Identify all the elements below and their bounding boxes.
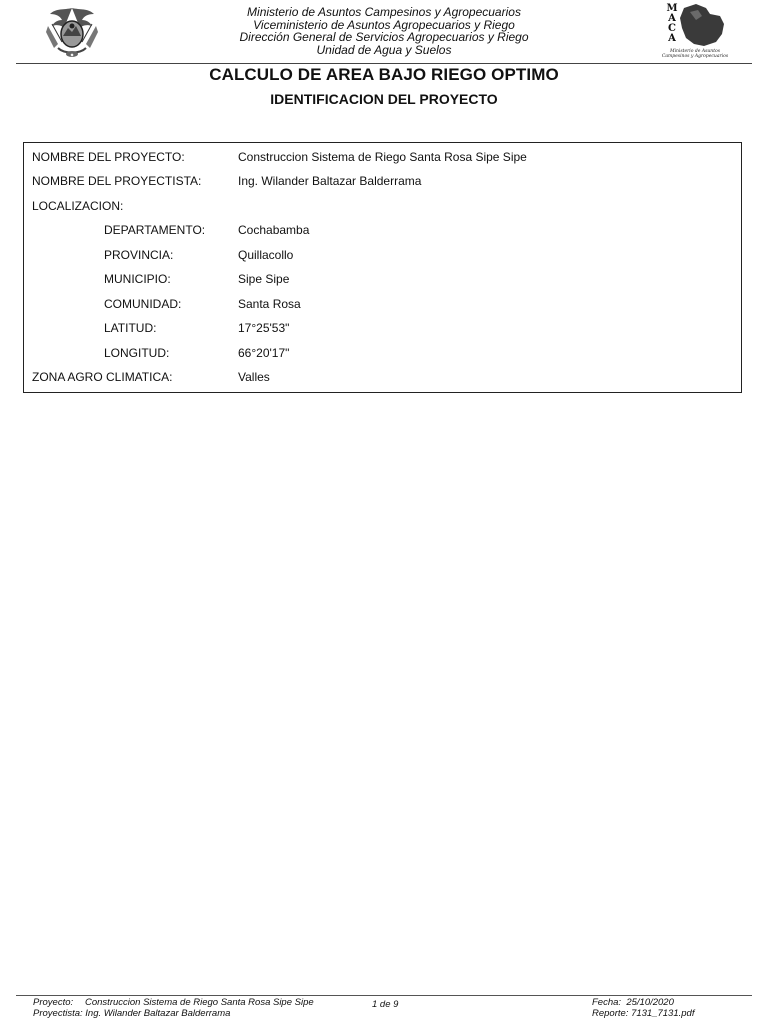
footer-reporte-label: Reporte: [592, 1008, 629, 1019]
field-value: Valles [238, 370, 270, 384]
row-localizacion [24, 197, 741, 215]
ministry-header-text [150, 6, 618, 56]
field-value: Quillacollo [238, 248, 294, 262]
footer-proyectista-value: Ing. Wilander Baltazar Balderrama [85, 1008, 231, 1019]
field-value: Santa Rosa [238, 297, 301, 311]
row-zona-agro-climatica [24, 368, 741, 386]
field-label: PROVINCIA: [104, 248, 174, 262]
svg-text:◆: ◆ [70, 52, 74, 57]
footer-page-number: 1 de 9 [372, 999, 399, 1010]
footer-proyecto-line [33, 997, 314, 1008]
field-value: Construccion Sistema de Riego Santa Rosa Sipe Sipe [238, 150, 527, 164]
viceministry-line: Viceministerio de Asuntos Agropecuarios y Riego [253, 17, 515, 32]
row-municipio [24, 270, 741, 288]
footer-proyecto-label: Proyecto: [33, 997, 74, 1008]
row-comunidad [24, 295, 741, 313]
field-label: NOMBRE DEL PROYECTISTA: [32, 174, 202, 188]
field-label: COMUNIDAD: [104, 297, 182, 311]
field-value: Cochabamba [238, 223, 310, 237]
page-subtitle: IDENTIFICACION DEL PROYECTO [270, 91, 498, 107]
maca-caption [660, 49, 730, 59]
maca-logo [660, 2, 730, 62]
bolivia-coat-of-arms-icon [44, 4, 100, 60]
row-provincia [24, 246, 741, 264]
maca-letter: A [668, 33, 676, 44]
direction-line: Dirección General de Servicios Agropecuarios y Riego [239, 30, 529, 44]
field-label: LONGITUD: [104, 346, 170, 360]
field-label: LATITUD: [104, 321, 157, 335]
field-value: 66°20'17" [238, 346, 290, 360]
field-label: DEPARTAMENTO: [104, 223, 206, 237]
field-label: LOCALIZACION: [32, 199, 124, 213]
row-longitud [24, 344, 741, 362]
footer-proyectista-line [33, 1008, 314, 1019]
page-title: CALCULO DE AREA BAJO RIEGO OPTIMO [209, 65, 559, 84]
footer-proyecto-value: Construccion Sistema de Riego Santa Rosa Sipe Sipe [85, 997, 314, 1008]
coat-of-arms-logo [44, 4, 100, 60]
row-departamento [24, 221, 741, 239]
row-nombre-proyecto [24, 148, 741, 166]
field-label: MUNICIPIO: [104, 272, 171, 286]
maca-letter: C [668, 23, 676, 34]
project-identification-box [23, 142, 742, 393]
footer-project-info [33, 997, 314, 1019]
footer-report-info [592, 997, 694, 1019]
footer-fecha-line [592, 997, 694, 1008]
footer-fecha-value: 25/10/2020 [626, 997, 674, 1008]
field-label: NOMBRE DEL PROYECTO: [32, 150, 185, 164]
maca-letter: A [668, 13, 676, 24]
maca-caption-line: Ministerio de Asuntos [669, 49, 721, 54]
footer-proyectista-label: Proyectista: [33, 1008, 83, 1019]
maca-letters [666, 4, 678, 44]
footer-fecha-label: Fecha: [592, 997, 622, 1008]
unit-line: Unidad de Agua y Suelos [316, 42, 452, 57]
field-value: 17°25'53" [238, 321, 290, 335]
ministry-line: Ministerio de Asuntos Campesinos y Agropecuarios [247, 5, 521, 19]
footer-reporte-line [592, 1008, 694, 1019]
maca-letter: M [666, 3, 678, 14]
field-label: ZONA AGRO CLIMATICA: [32, 370, 173, 384]
maca-caption-line: Campesinos y Agropecuarios [661, 54, 729, 59]
row-latitud [24, 319, 741, 337]
field-value: Sipe Sipe [238, 272, 290, 286]
field-value: Ing. Wilander Baltazar Balderrama [238, 174, 422, 188]
footer-divider [16, 995, 752, 996]
footer-reporte-value: 7131_7131.pdf [631, 1008, 695, 1019]
row-nombre-proyectista [24, 172, 741, 190]
